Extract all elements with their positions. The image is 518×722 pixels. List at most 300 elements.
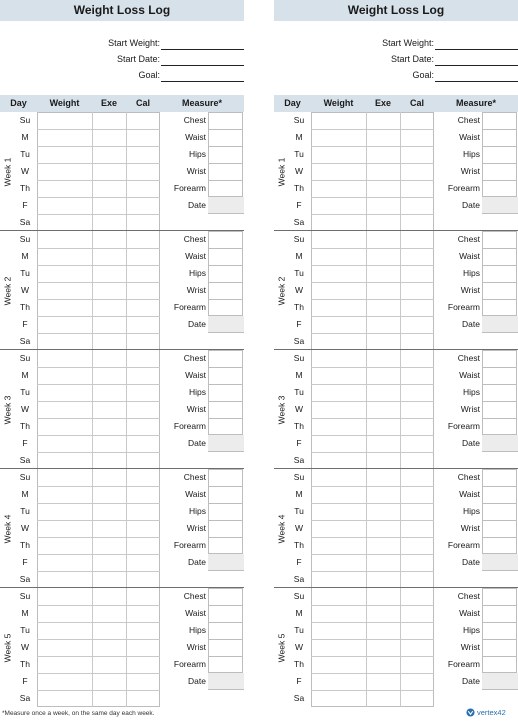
log-cell-exe[interactable] — [366, 350, 400, 367]
log-cell-weight[interactable] — [37, 622, 92, 639]
log-cell-exe[interactable] — [366, 146, 400, 163]
log-cell-exe[interactable] — [366, 248, 400, 265]
log-cell-exe[interactable] — [92, 622, 126, 639]
log-cell-exe[interactable] — [92, 129, 126, 146]
log-cell-weight[interactable] — [37, 673, 92, 690]
column-header-weight: Weight — [311, 95, 366, 112]
log-cell-exe[interactable] — [366, 299, 400, 316]
log-cell-weight[interactable] — [311, 231, 366, 248]
log-cell-exe[interactable] — [366, 418, 400, 435]
log-cell-cal[interactable] — [400, 503, 434, 520]
log-cell-exe[interactable] — [92, 282, 126, 299]
log-cell-cal[interactable] — [126, 656, 160, 673]
log-cell-weight[interactable] — [37, 146, 92, 163]
log-cell-cal[interactable] — [400, 588, 434, 605]
log-cell-cal[interactable] — [126, 146, 160, 163]
measure-input-hips[interactable] — [482, 265, 517, 282]
log-cell-cal[interactable] — [126, 673, 160, 690]
log-cell-cal[interactable] — [400, 435, 434, 452]
measure-input-hips[interactable] — [208, 146, 243, 163]
log-cell-exe[interactable] — [366, 231, 400, 248]
measure-input-chest[interactable] — [208, 588, 243, 605]
measure-input-forearm[interactable] — [208, 418, 243, 435]
measure-input-chest[interactable] — [208, 231, 243, 248]
log-cell-weight[interactable] — [311, 129, 366, 146]
log-cell-exe[interactable] — [92, 163, 126, 180]
log-cell-weight[interactable] — [37, 333, 92, 350]
log-cell-exe[interactable] — [92, 231, 126, 248]
log-cell-exe[interactable] — [366, 333, 400, 350]
log-cell-exe[interactable] — [366, 690, 400, 707]
log-cell-exe[interactable] — [92, 554, 126, 571]
log-cell-cal[interactable] — [400, 350, 434, 367]
day-label: F — [22, 319, 28, 329]
log-cell-exe[interactable] — [92, 605, 126, 622]
measure-label-wrist: Wrist — [460, 642, 480, 652]
log-cell-exe[interactable] — [366, 384, 400, 401]
log-cell-exe[interactable] — [92, 197, 126, 214]
day-label: M — [21, 251, 29, 261]
log-cell-weight[interactable] — [37, 656, 92, 673]
log-cell-weight[interactable] — [311, 146, 366, 163]
log-cell-weight[interactable] — [37, 401, 92, 418]
week-label-text: Week 4 — [276, 514, 287, 543]
log-cell-exe[interactable] — [366, 673, 400, 690]
measure-input-date[interactable] — [482, 316, 518, 333]
log-cell-cal[interactable] — [126, 401, 160, 418]
log-cell-exe[interactable] — [366, 316, 400, 333]
log-cell-exe[interactable] — [366, 588, 400, 605]
log-cell-weight[interactable] — [311, 469, 366, 486]
log-cell-exe[interactable] — [92, 418, 126, 435]
log-cell-cal[interactable] — [400, 299, 434, 316]
log-cell-cal[interactable] — [400, 452, 434, 469]
log-cell-weight[interactable] — [311, 452, 366, 469]
measure-input-wrist[interactable] — [482, 639, 517, 656]
log-cell-cal[interactable] — [126, 503, 160, 520]
day-label: Su — [293, 472, 305, 482]
log-cell-weight[interactable] — [311, 112, 366, 129]
log-cell-weight[interactable] — [37, 469, 92, 486]
measure-input-date[interactable] — [208, 435, 244, 452]
log-cell-weight[interactable] — [311, 197, 366, 214]
log-cell-cal[interactable] — [400, 639, 434, 656]
log-cell-weight[interactable] — [37, 384, 92, 401]
measure-input-waist[interactable] — [482, 367, 517, 384]
log-cell-exe[interactable] — [92, 571, 126, 588]
log-cell-weight[interactable] — [311, 282, 366, 299]
log-cell-exe[interactable] — [92, 452, 126, 469]
log-cell-cal[interactable] — [400, 673, 434, 690]
log-cell-exe[interactable] — [366, 129, 400, 146]
measure-label-chest: Chest — [457, 234, 480, 244]
measure-input-forearm[interactable] — [208, 656, 243, 673]
measure-input-wrist[interactable] — [208, 639, 243, 656]
log-cell-cal[interactable] — [400, 333, 434, 350]
log-cell-cal[interactable] — [126, 520, 160, 537]
log-cell-cal[interactable] — [126, 571, 160, 588]
measure-input-wrist[interactable] — [482, 401, 517, 418]
log-cell-exe[interactable] — [92, 350, 126, 367]
log-cell-weight[interactable] — [37, 350, 92, 367]
log-cell-cal[interactable] — [400, 163, 434, 180]
log-cell-exe[interactable] — [92, 520, 126, 537]
log-cell-cal[interactable] — [126, 537, 160, 554]
log-cell-weight[interactable] — [37, 299, 92, 316]
log-cell-weight[interactable] — [37, 520, 92, 537]
log-cell-exe[interactable] — [92, 469, 126, 486]
measure-input-hips[interactable] — [208, 384, 243, 401]
measure-input-date[interactable] — [482, 197, 518, 214]
log-cell-cal[interactable] — [126, 639, 160, 656]
log-cell-cal[interactable] — [126, 350, 160, 367]
log-cell-weight[interactable] — [311, 622, 366, 639]
log-cell-weight[interactable] — [37, 639, 92, 656]
log-cell-exe[interactable] — [366, 197, 400, 214]
log-cell-weight[interactable] — [37, 129, 92, 146]
measure-label-date: Date — [462, 438, 480, 448]
log-cell-weight[interactable] — [37, 248, 92, 265]
measure-input-waist[interactable] — [482, 605, 517, 622]
log-cell-exe[interactable] — [92, 690, 126, 707]
measure-input-forearm[interactable] — [208, 299, 243, 316]
log-cell-cal[interactable] — [400, 622, 434, 639]
log-cell-weight[interactable] — [37, 571, 92, 588]
log-cell-exe[interactable] — [366, 622, 400, 639]
measure-input-hips[interactable] — [208, 265, 243, 282]
log-cell-cal[interactable] — [400, 282, 434, 299]
measure-label-forearm: Forearm — [173, 659, 206, 669]
measure-input-forearm[interactable] — [208, 537, 243, 554]
log-cell-cal[interactable] — [400, 554, 434, 571]
log-cell-exe[interactable] — [366, 163, 400, 180]
log-cell-cal[interactable] — [126, 384, 160, 401]
measure-label-chest: Chest — [183, 353, 206, 363]
measure-input-date[interactable] — [482, 554, 518, 571]
log-cell-cal[interactable] — [126, 486, 160, 503]
day-label: Th — [20, 540, 30, 550]
log-cell-exe[interactable] — [366, 180, 400, 197]
measure-input-chest[interactable] — [482, 588, 517, 605]
log-cell-weight[interactable] — [311, 520, 366, 537]
measure-input-chest[interactable] — [482, 350, 517, 367]
log-cell-exe[interactable] — [92, 333, 126, 350]
log-cell-exe[interactable] — [92, 367, 126, 384]
log-cell-cal[interactable] — [126, 163, 160, 180]
log-cell-weight[interactable] — [311, 367, 366, 384]
log-cell-weight[interactable] — [311, 639, 366, 656]
log-cell-cal[interactable] — [126, 316, 160, 333]
log-cell-exe[interactable] — [366, 520, 400, 537]
measure-input-waist[interactable] — [208, 486, 243, 503]
log-cell-exe[interactable] — [366, 401, 400, 418]
log-cell-weight[interactable] — [311, 571, 366, 588]
log-cell-exe[interactable] — [92, 588, 126, 605]
log-cell-weight[interactable] — [311, 656, 366, 673]
info-field-input[interactable] — [435, 49, 518, 50]
log-cell-exe[interactable] — [92, 639, 126, 656]
day-label: F — [296, 438, 302, 448]
log-cell-cal[interactable] — [400, 520, 434, 537]
log-cell-weight[interactable] — [311, 605, 366, 622]
log-cell-exe[interactable] — [92, 435, 126, 452]
measure-label-hips: Hips — [462, 625, 480, 635]
log-cell-cal[interactable] — [400, 146, 434, 163]
log-cell-cal[interactable] — [126, 690, 160, 707]
measure-label-wrist: Wrist — [186, 642, 206, 652]
log-cell-weight[interactable] — [311, 299, 366, 316]
log-cell-weight[interactable] — [37, 112, 92, 129]
log-cell-exe[interactable] — [92, 537, 126, 554]
log-cell-exe[interactable] — [366, 571, 400, 588]
log-cell-cal[interactable] — [126, 554, 160, 571]
measure-input-forearm[interactable] — [482, 537, 517, 554]
log-cell-cal[interactable] — [400, 367, 434, 384]
log-cell-weight[interactable] — [311, 333, 366, 350]
log-cell-cal[interactable] — [126, 588, 160, 605]
measure-input-waist[interactable] — [208, 129, 243, 146]
log-cell-exe[interactable] — [366, 435, 400, 452]
log-cell-exe[interactable] — [366, 214, 400, 231]
log-cell-weight[interactable] — [37, 214, 92, 231]
log-cell-exe[interactable] — [366, 452, 400, 469]
log-cell-weight[interactable] — [311, 418, 366, 435]
measure-input-wrist[interactable] — [482, 520, 517, 537]
measure-input-hips[interactable] — [482, 622, 517, 639]
log-cell-cal[interactable] — [126, 418, 160, 435]
log-cell-cal[interactable] — [400, 384, 434, 401]
log-cell-exe[interactable] — [366, 554, 400, 571]
log-cell-weight[interactable] — [311, 435, 366, 452]
log-cell-weight[interactable] — [37, 418, 92, 435]
log-cell-cal[interactable] — [400, 112, 434, 129]
measure-input-chest[interactable] — [482, 469, 517, 486]
log-cell-exe[interactable] — [92, 248, 126, 265]
log-cell-weight[interactable] — [311, 180, 366, 197]
log-cell-cal[interactable] — [126, 231, 160, 248]
log-cell-cal[interactable] — [400, 469, 434, 486]
measure-input-wrist[interactable] — [482, 282, 517, 299]
log-cell-cal[interactable] — [126, 248, 160, 265]
measure-input-waist[interactable] — [482, 248, 517, 265]
log-cell-cal[interactable] — [400, 197, 434, 214]
log-cell-weight[interactable] — [37, 231, 92, 248]
log-cell-weight[interactable] — [311, 503, 366, 520]
info-field-input[interactable] — [435, 65, 518, 66]
log-cell-exe[interactable] — [366, 656, 400, 673]
log-cell-cal[interactable] — [400, 129, 434, 146]
log-cell-weight[interactable] — [37, 605, 92, 622]
log-cell-exe[interactable] — [92, 384, 126, 401]
measure-input-forearm[interactable] — [482, 180, 517, 197]
log-cell-cal[interactable] — [400, 486, 434, 503]
log-cell-cal[interactable] — [126, 197, 160, 214]
measure-input-forearm[interactable] — [208, 180, 243, 197]
log-cell-weight[interactable] — [37, 163, 92, 180]
log-cell-exe[interactable] — [366, 265, 400, 282]
info-field-input[interactable] — [435, 81, 518, 82]
log-cell-weight[interactable] — [311, 690, 366, 707]
log-cell-cal[interactable] — [126, 214, 160, 231]
log-cell-cal[interactable] — [400, 656, 434, 673]
log-cell-exe[interactable] — [92, 503, 126, 520]
log-cell-weight[interactable] — [311, 554, 366, 571]
log-cell-exe[interactable] — [366, 503, 400, 520]
log-cell-weight[interactable] — [37, 180, 92, 197]
measure-input-date[interactable] — [208, 197, 244, 214]
log-cell-weight[interactable] — [311, 588, 366, 605]
log-cell-weight[interactable] — [37, 537, 92, 554]
log-cell-weight[interactable] — [311, 316, 366, 333]
log-cell-exe[interactable] — [92, 180, 126, 197]
log-cell-weight[interactable] — [37, 282, 92, 299]
measure-input-chest[interactable] — [482, 112, 517, 129]
log-cell-cal[interactable] — [126, 299, 160, 316]
measure-input-wrist[interactable] — [482, 163, 517, 180]
log-cell-weight[interactable] — [37, 588, 92, 605]
brand-logo[interactable] — [466, 708, 506, 717]
log-cell-exe[interactable] — [92, 214, 126, 231]
log-cell-cal[interactable] — [126, 605, 160, 622]
log-cell-cal[interactable] — [400, 537, 434, 554]
measure-label-chest: Chest — [457, 591, 480, 601]
measure-input-hips[interactable] — [208, 503, 243, 520]
measure-input-wrist[interactable] — [208, 401, 243, 418]
measure-input-date[interactable] — [208, 316, 244, 333]
log-cell-cal[interactable] — [126, 282, 160, 299]
log-cell-exe[interactable] — [92, 112, 126, 129]
measure-input-chest[interactable] — [208, 350, 243, 367]
log-cell-cal[interactable] — [400, 180, 434, 197]
log-cell-cal[interactable] — [126, 452, 160, 469]
measure-input-waist[interactable] — [208, 248, 243, 265]
measure-label-wrist: Wrist — [460, 166, 480, 176]
log-cell-cal[interactable] — [400, 605, 434, 622]
log-cell-exe[interactable] — [92, 486, 126, 503]
measure-input-chest[interactable] — [482, 231, 517, 248]
measure-input-date[interactable] — [208, 554, 244, 571]
log-cell-cal[interactable] — [400, 571, 434, 588]
log-cell-exe[interactable] — [92, 146, 126, 163]
log-cell-weight[interactable] — [311, 350, 366, 367]
log-cell-exe[interactable] — [92, 401, 126, 418]
measure-input-hips[interactable] — [482, 146, 517, 163]
measure-input-wrist[interactable] — [208, 282, 243, 299]
log-cell-cal[interactable] — [126, 112, 160, 129]
info-field-input[interactable] — [161, 81, 244, 82]
log-cell-weight[interactable] — [37, 265, 92, 282]
measure-label-waist: Waist — [185, 251, 206, 261]
measure-input-hips[interactable] — [482, 503, 517, 520]
log-cell-cal[interactable] — [400, 231, 434, 248]
log-cell-exe[interactable] — [366, 486, 400, 503]
log-cell-exe[interactable] — [92, 673, 126, 690]
brand-name: vertex42 — [477, 708, 506, 717]
log-cell-cal[interactable] — [126, 469, 160, 486]
log-cell-weight[interactable] — [311, 163, 366, 180]
measure-input-waist[interactable] — [482, 129, 517, 146]
log-cell-cal[interactable] — [400, 690, 434, 707]
measure-input-date[interactable] — [482, 435, 518, 452]
log-cell-cal[interactable] — [126, 180, 160, 197]
measure-input-chest[interactable] — [208, 112, 243, 129]
log-cell-weight[interactable] — [37, 452, 92, 469]
measure-input-date[interactable] — [208, 673, 244, 690]
log-cell-exe[interactable] — [92, 316, 126, 333]
measure-input-forearm[interactable] — [482, 656, 517, 673]
log-cell-weight[interactable] — [311, 384, 366, 401]
log-cell-exe[interactable] — [92, 299, 126, 316]
measure-input-chest[interactable] — [208, 469, 243, 486]
column-header-cal: Cal — [126, 95, 160, 112]
log-cell-weight[interactable] — [37, 316, 92, 333]
log-cell-cal[interactable] — [400, 248, 434, 265]
log-cell-weight[interactable] — [311, 673, 366, 690]
log-cell-weight[interactable] — [37, 367, 92, 384]
measure-input-waist[interactable] — [208, 367, 243, 384]
log-cell-weight[interactable] — [37, 486, 92, 503]
log-cell-cal[interactable] — [126, 265, 160, 282]
log-cell-weight[interactable] — [37, 197, 92, 214]
log-cell-cal[interactable] — [126, 333, 160, 350]
measure-label-chest: Chest — [183, 234, 206, 244]
log-cell-weight[interactable] — [311, 537, 366, 554]
log-cell-weight[interactable] — [311, 248, 366, 265]
measure-input-date[interactable] — [482, 673, 518, 690]
info-field-input[interactable] — [161, 65, 244, 66]
log-cell-exe[interactable] — [366, 605, 400, 622]
log-cell-exe[interactable] — [92, 656, 126, 673]
log-cell-cal[interactable] — [400, 265, 434, 282]
measure-input-forearm[interactable] — [482, 418, 517, 435]
log-cell-cal[interactable] — [400, 316, 434, 333]
measure-input-waist[interactable] — [482, 486, 517, 503]
log-cell-weight[interactable] — [37, 503, 92, 520]
log-cell-cal[interactable] — [400, 214, 434, 231]
info-field-input[interactable] — [161, 49, 244, 50]
log-cell-weight[interactable] — [311, 265, 366, 282]
log-cell-weight[interactable] — [311, 214, 366, 231]
log-cell-exe[interactable] — [366, 537, 400, 554]
measure-input-hips[interactable] — [208, 622, 243, 639]
log-cell-exe[interactable] — [366, 112, 400, 129]
log-cell-cal[interactable] — [400, 401, 434, 418]
log-cell-exe[interactable] — [366, 469, 400, 486]
measure-input-wrist[interactable] — [208, 520, 243, 537]
week-label — [0, 112, 14, 231]
log-cell-weight[interactable] — [311, 486, 366, 503]
log-cell-cal[interactable] — [400, 418, 434, 435]
log-cell-weight[interactable] — [37, 554, 92, 571]
log-cell-weight[interactable] — [37, 435, 92, 452]
log-cell-weight[interactable] — [37, 690, 92, 707]
log-cell-cal[interactable] — [126, 622, 160, 639]
log-cell-cal[interactable] — [126, 367, 160, 384]
measure-input-forearm[interactable] — [482, 299, 517, 316]
log-cell-weight[interactable] — [311, 401, 366, 418]
log-cell-exe[interactable] — [92, 265, 126, 282]
log-cell-exe[interactable] — [366, 282, 400, 299]
measure-label-date: Date — [462, 676, 480, 686]
measure-input-wrist[interactable] — [208, 163, 243, 180]
measure-input-hips[interactable] — [482, 384, 517, 401]
measure-input-waist[interactable] — [208, 605, 243, 622]
day-label: Su — [19, 472, 31, 482]
log-cell-exe[interactable] — [366, 367, 400, 384]
log-cell-exe[interactable] — [366, 639, 400, 656]
log-cell-cal[interactable] — [126, 129, 160, 146]
log-cell-cal[interactable] — [126, 435, 160, 452]
